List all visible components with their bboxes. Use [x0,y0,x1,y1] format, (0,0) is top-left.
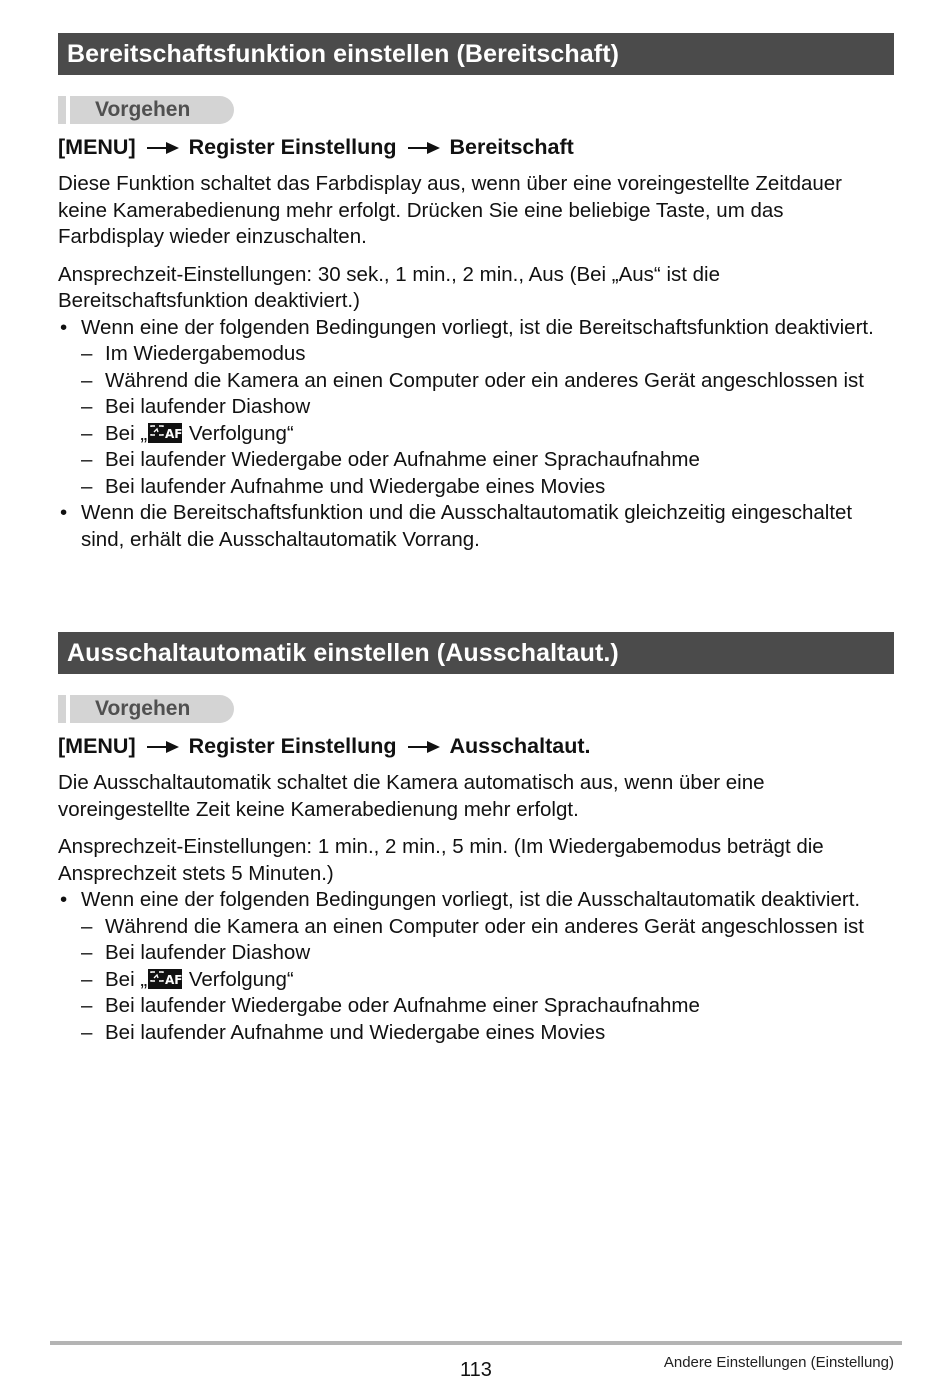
notes-list [58,887,894,1046]
conditions-list [81,914,894,1047]
section-title: Ausschaltautomatik einstellen (Ausschaltaut.) [58,632,894,674]
menu-register: Register Einstellung [188,734,397,758]
list-item: – Während die Kamera an einen Computer oder ein anderes Gerät angeschlossen ist [81,914,894,941]
svg-text:AF: AF [165,426,183,441]
list-item [58,887,894,1046]
conditions-list [81,341,894,500]
description: Diese Funktion schaltet das Farbdisplay aus, wenn über eine voreingestellte Zeitdauer keine Kamerabedienung mehr erfolgt. Drücken Sie eine beliebige Taste, um das Farbdisplay wieder einzuschalten. [58,172,842,248]
tracking-af-icon [148,423,182,443]
procedure-label: Vorgehen [95,98,191,121]
section-title: Bereitschaftsfunktion einstellen (Bereitschaft) [58,33,894,75]
footer-divider [50,1341,902,1345]
right-arrow-icon [146,733,180,759]
tracking-af-icon [148,969,182,989]
condition-text: Verfolgung“ [183,421,294,445]
menu-key: [MENU] [58,135,136,159]
list-item [81,421,894,448]
procedure-badge [58,695,234,723]
procedure-label: Vorgehen [95,697,191,720]
page-number: 113 [460,1359,492,1380]
list-item: – Bei laufender Diashow [81,940,894,967]
right-arrow-icon [407,733,441,759]
list-item: – Bei laufender Aufnahme und Wiedergabe eines Movies [81,474,894,501]
condition-text: Bei „ [105,421,148,445]
right-arrow-icon [407,134,441,160]
menu-item: Bereitschaft [449,135,574,159]
chapter-label: Andere Einstellungen (Einstellung) [663,1354,894,1371]
menu-register: Register Einstellung [188,135,397,159]
svg-text:AF: AF [165,972,183,987]
section-ausschaltautomatik [58,632,894,1046]
list-item: – Bei laufender Diashow [81,394,894,421]
section-bereitschaft [58,33,894,553]
menu-path [58,134,894,160]
bullet-text: Wenn eine der folgenden Bedingungen vorliegt, ist die Bereitschaftsfunktion deaktiviert. [81,315,874,339]
description: Die Ausschaltautomatik schaltet die Kamera automatisch aus, wenn über eine voreingestellte Zeit keine Kamerabedienung mehr erfolgt. [58,771,765,821]
menu-path [58,733,894,759]
condition-text: Verfolgung“ [183,967,294,991]
condition-text: Bei „ [105,967,148,991]
list-item: – Bei laufender Wiedergabe oder Aufnahme einer Sprachaufnahme [81,447,894,474]
bullet-text: Wenn eine der folgenden Bedingungen vorliegt, ist die Ausschaltautomatik deaktiviert. [81,888,861,911]
list-item: – Bei laufender Aufnahme und Wiedergabe eines Movies [81,1020,894,1047]
list-item [58,315,894,501]
list-item: – Bei laufender Wiedergabe oder Aufnahme einer Sprachaufnahme [81,993,894,1020]
menu-key: [MENU] [58,734,136,758]
menu-item: Ausschaltaut. [449,734,591,758]
procedure-badge [58,96,234,124]
settings-text: Ansprechzeit-Einstellungen: 1 min., 2 min., 5 min. (Im Wiedergabemodus beträgt die Ansprechzeit stets 5 Minuten.) [58,835,824,885]
notes-list [58,315,894,554]
list-item [81,967,894,994]
list-item: – Im Wiedergabemodus [81,341,894,368]
settings-text: Ansprechzeit-Einstellungen: 30 sek., 1 min., 2 min., Aus (Bei „Aus“ ist die Bereitschaftsfunktion deaktiviert.) [58,262,720,312]
list-item: • Wenn die Bereitschaftsfunktion und die Ausschaltautomatik gleichzeitig eingeschaltet sind, erhält die Ausschaltautomatik Vorrang. [58,500,894,553]
list-item: – Während die Kamera an einen Computer oder ein anderes Gerät angeschlossen ist [81,368,894,395]
right-arrow-icon [146,134,180,160]
